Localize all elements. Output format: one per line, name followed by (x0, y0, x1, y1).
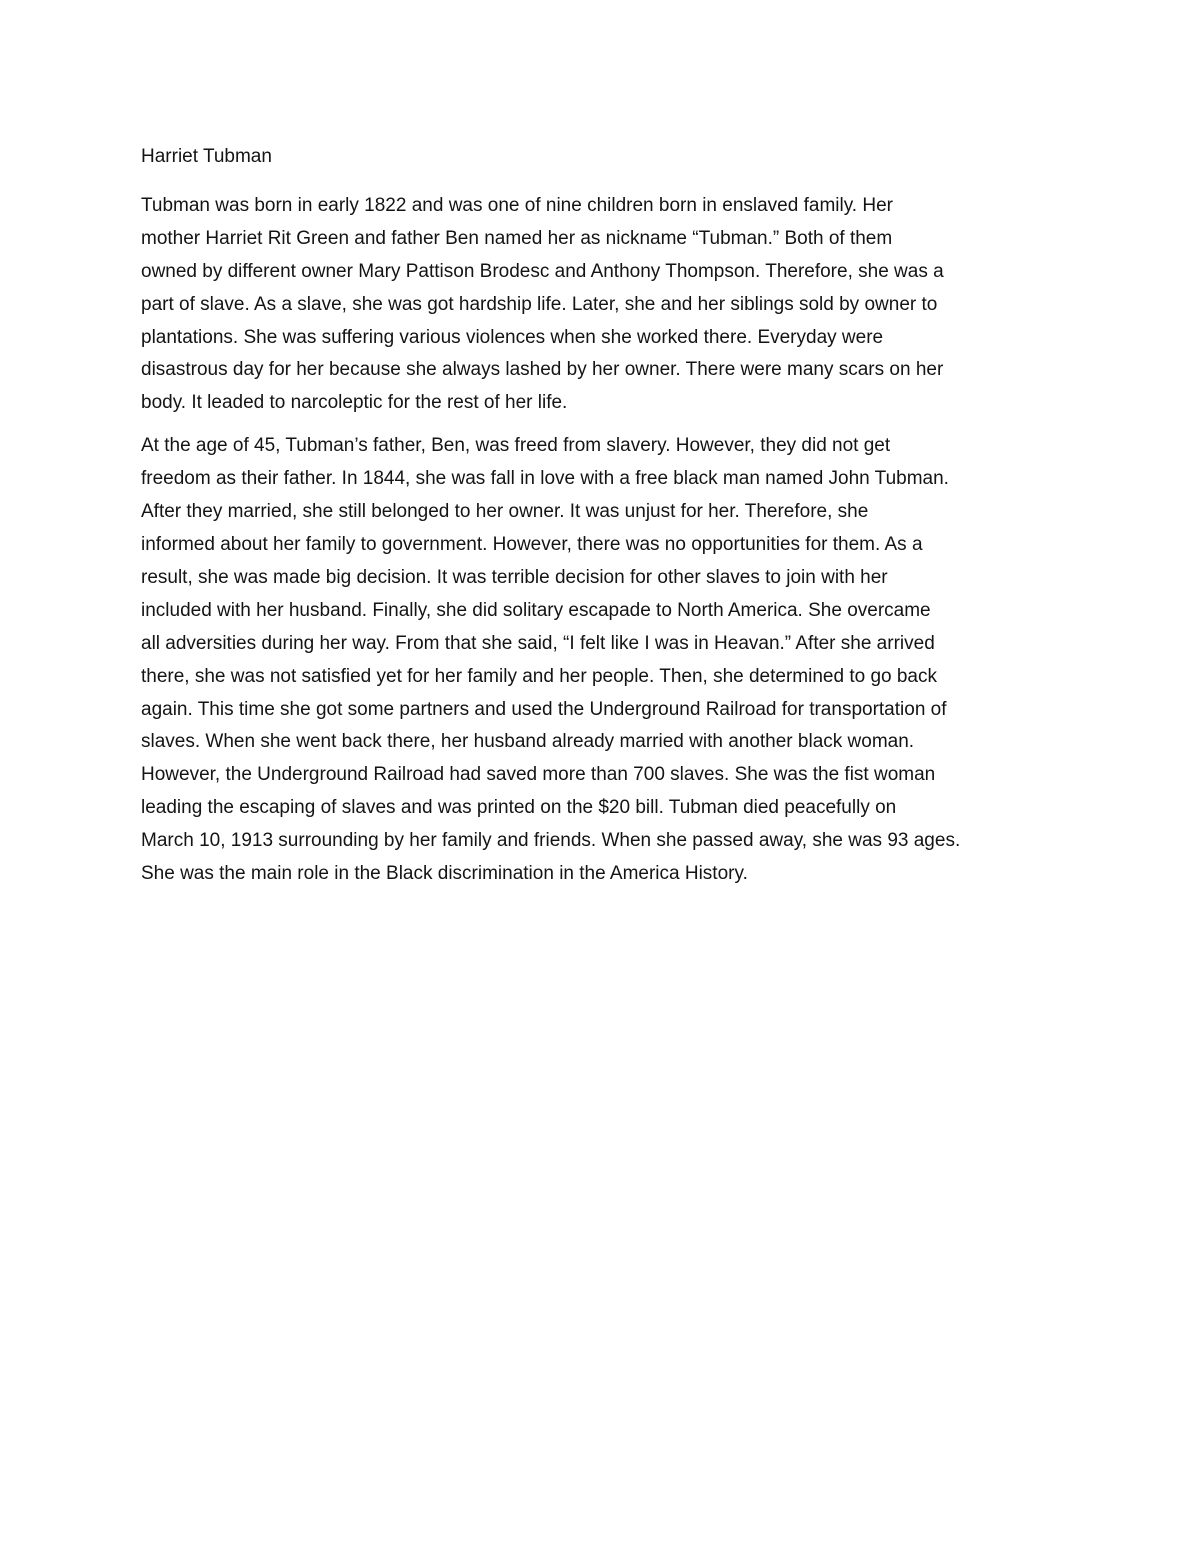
text-line: slaves. When she went back there, her husband already married with another black woman. (141, 731, 915, 753)
text-line: again. This time she got some partners and used the Underground Railroad for transportation of (141, 698, 947, 720)
text-line: mother Harriet Rit Green and father Ben named her as nickname “Tubman.” Both of them (141, 227, 893, 249)
text-line: result, she was made big decision. It was terrible decision for other slaves to join with her (141, 566, 888, 588)
document-title: Harriet Tubman (141, 146, 272, 167)
text-line: plantations. She was suffering various violences when she worked there. Everyday were (141, 326, 884, 348)
text-line: included with her husband. Finally, she did solitary escapade to North America. She overcame (141, 599, 931, 621)
text-line: Tubman was born in early 1822 and was one of nine children born in enslaved family. Her (141, 194, 893, 216)
text-line: leading the escaping of slaves and was printed on the $20 bill. Tubman died peacefully on (141, 797, 897, 819)
text-line: body. It leaded to narcoleptic for the rest of her life. (141, 392, 568, 414)
text-line: March 10, 1913 surrounding by her family and friends. When she passed away, she was 93 ages. (141, 830, 961, 852)
text-line: At the age of 45, Tubman’s father, Ben, was freed from slavery. However, they did not get (141, 435, 891, 457)
paragraph-2 (141, 430, 1066, 891)
text-line: owned by different owner Mary Pattison Brodesc and Anthony Thompson. Therefore, she was a (141, 260, 944, 282)
paragraph-1 (141, 190, 1066, 420)
text-line: disastrous day for her because she always lashed by her owner. There were many scars on her (141, 359, 944, 381)
text-line: However, the Underground Railroad had saved more than 700 slaves. She was the fist woman (141, 764, 936, 786)
text-line: there, she was not satisfied yet for her family and her people. Then, she determined to go back (141, 665, 937, 687)
text-line: She was the main role in the Black discrimination in the America History. (141, 863, 748, 885)
text-line: freedom as their father. In 1844, she was fall in love with a free black man named John Tubman. (141, 468, 949, 490)
text-line: part of slave. As a slave, she was got hardship life. Later, she and her siblings sold by owner to (141, 293, 938, 315)
text-line: all adversities during her way. From that she said, “I felt like I was in Heavan.” After she arrived (141, 632, 935, 654)
text-line: informed about her family to government. However, there was no opportunities for them. As a (141, 533, 923, 555)
document-body (141, 141, 1066, 901)
text-line: After they married, she still belonged to her owner. It was unjust for her. Therefore, she (141, 501, 869, 523)
